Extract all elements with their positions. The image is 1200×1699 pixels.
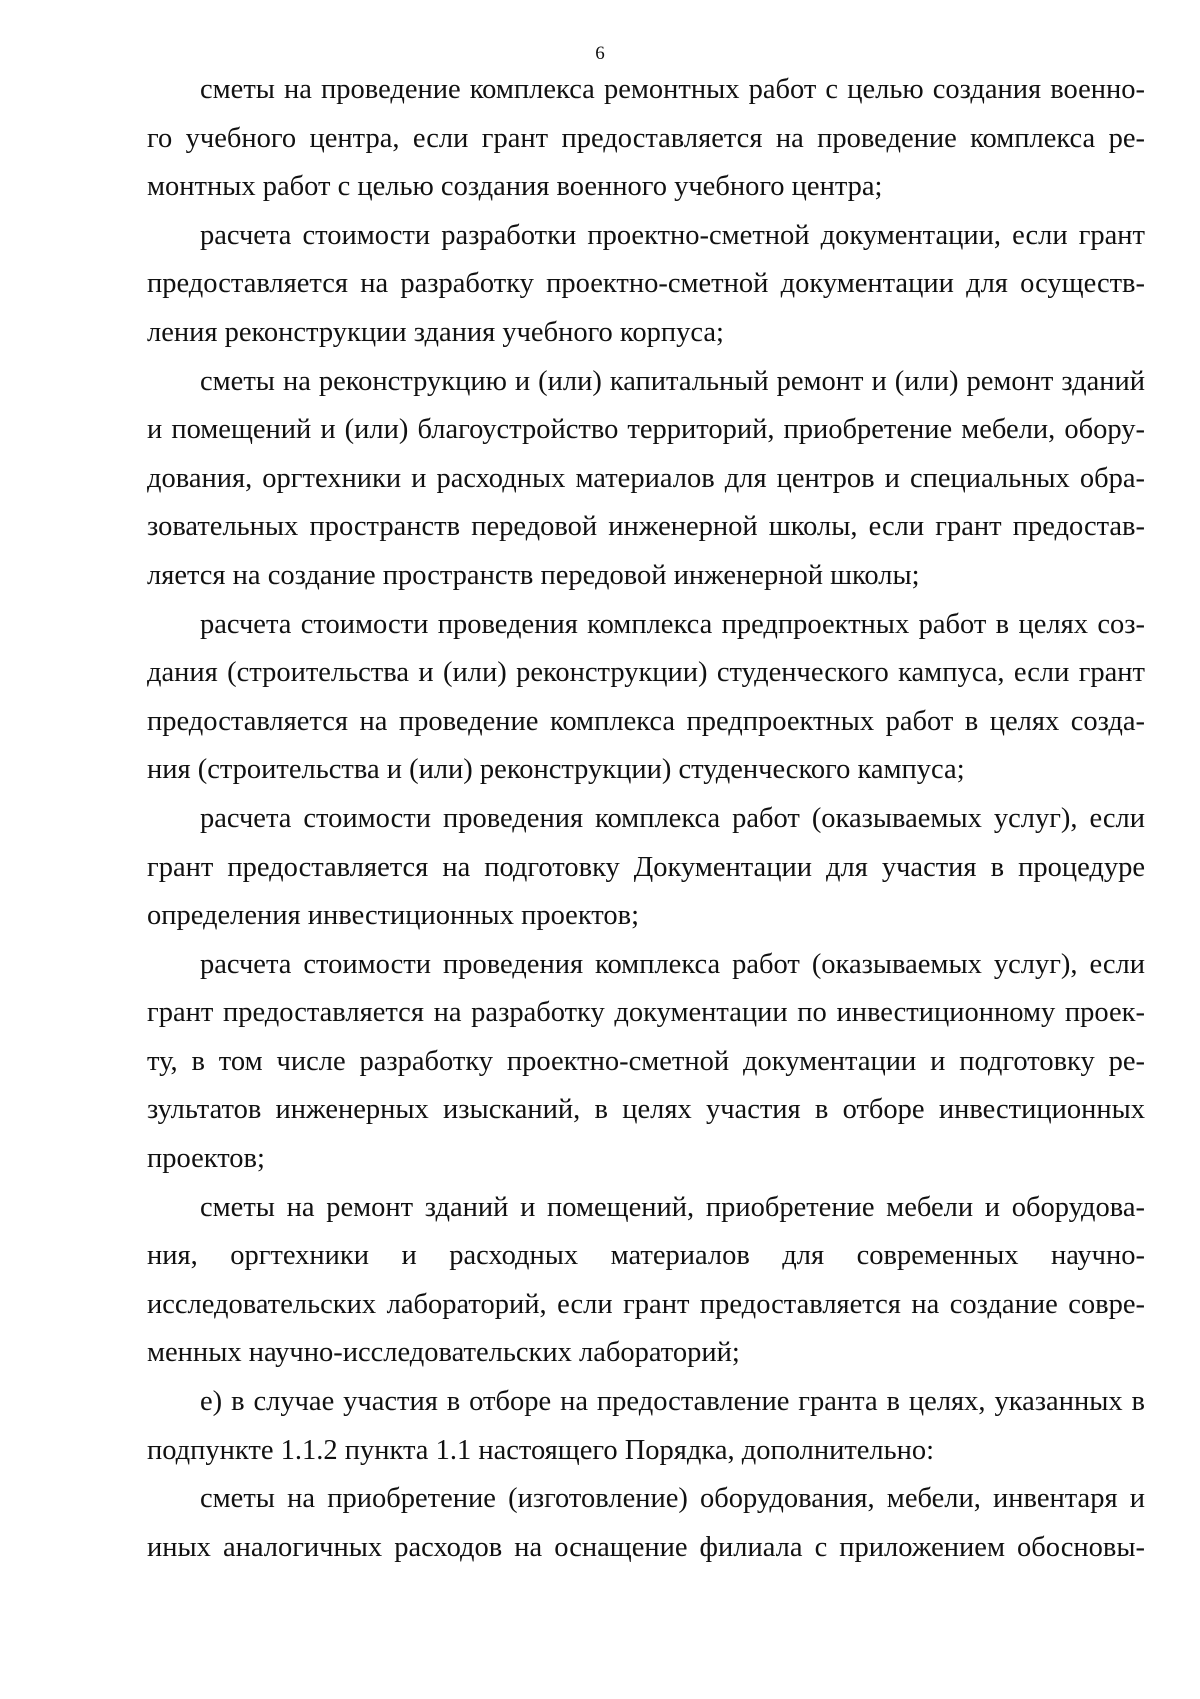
text-line: го учебного центра, если грант предоставляется на проведение комплекса ре- bbox=[147, 122, 1145, 154]
text-line: ляется на создание пространств передовой инженерной школы; bbox=[147, 559, 920, 591]
text-line: дания (строительства и (или) реконструкции) студенческого кампуса, если грант bbox=[147, 657, 1145, 689]
text-line: е) в случае участия в отборе на предоставление гранта в целях, указанных в bbox=[200, 1386, 1145, 1418]
text-line: грант предоставляется на подготовку Документации для участия в процедуре bbox=[147, 851, 1145, 883]
text-line: менных научно-исследовательских лабораторий; bbox=[147, 1337, 740, 1369]
text-line: зультатов инженерных изысканий, в целях участия в отборе инвестиционных bbox=[147, 1094, 1145, 1126]
text-line: дования, оргтехники и расходных материалов для центров и специальных обра- bbox=[147, 462, 1145, 494]
text-line: определения инвестиционных проектов; bbox=[147, 900, 640, 932]
text-line: монтных работ с целью создания военного учебного центра; bbox=[147, 171, 883, 203]
text-line: зовательных пространств передовой инженерной школы, если грант предостав- bbox=[147, 511, 1145, 543]
text-line: ния, оргтехники и расходных материалов для современных научно- bbox=[147, 1240, 1145, 1272]
text-line: сметы на реконструкцию и (или) капитальный ремонт и (или) ремонт зданий bbox=[200, 365, 1145, 397]
text-line: ту, в том числе разработку проектно-сметной документации и подготовку ре- bbox=[147, 1045, 1145, 1077]
text-line: грант предоставляется на разработку документации по инвестиционному проек- bbox=[147, 997, 1145, 1029]
document-body bbox=[147, 66, 1145, 1572]
text-line: проектов; bbox=[147, 1143, 265, 1175]
page-number: 6 bbox=[595, 43, 605, 64]
text-line: предоставляется на разработку проектно-сметной документации для осуществ- bbox=[147, 268, 1145, 300]
text-line: иных аналогичных расходов на оснащение филиала с приложением обосновы- bbox=[147, 1531, 1145, 1563]
text-line: предоставляется на проведение комплекса предпроектных работ в целях созда- bbox=[147, 705, 1145, 737]
text-line: расчета стоимости проведения комплекса предпроектных работ в целях соз- bbox=[200, 608, 1145, 640]
text-line: расчета стоимости проведения комплекса работ (оказываемых услуг), если bbox=[200, 948, 1145, 980]
text-line: расчета стоимости разработки проектно-сметной документации, если грант bbox=[200, 219, 1145, 251]
text-line: подпункте 1.1.2 пункта 1.1 настоящего Порядка, дополнительно: bbox=[147, 1434, 935, 1466]
text-line: расчета стоимости проведения комплекса работ (оказываемых услуг), если bbox=[200, 802, 1145, 834]
text-line: исследовательских лабораторий, если грант предоставляется на создание совре- bbox=[147, 1288, 1145, 1320]
text-line: и помещений и (или) благоустройство территорий, приобретение мебели, обору- bbox=[147, 414, 1145, 446]
text-line: сметы на приобретение (изготовление) оборудования, мебели, инвентаря и bbox=[200, 1483, 1145, 1515]
text-line: сметы на проведение комплекса ремонтных работ с целью создания военно- bbox=[200, 74, 1145, 105]
text-line: ления реконструкции здания учебного корпуса; bbox=[147, 316, 724, 348]
text-line: ния (строительства и (или) реконструкции) студенческого кампуса; bbox=[147, 754, 965, 786]
text-line: сметы на ремонт зданий и помещений, приобретение мебели и оборудова- bbox=[200, 1191, 1145, 1223]
